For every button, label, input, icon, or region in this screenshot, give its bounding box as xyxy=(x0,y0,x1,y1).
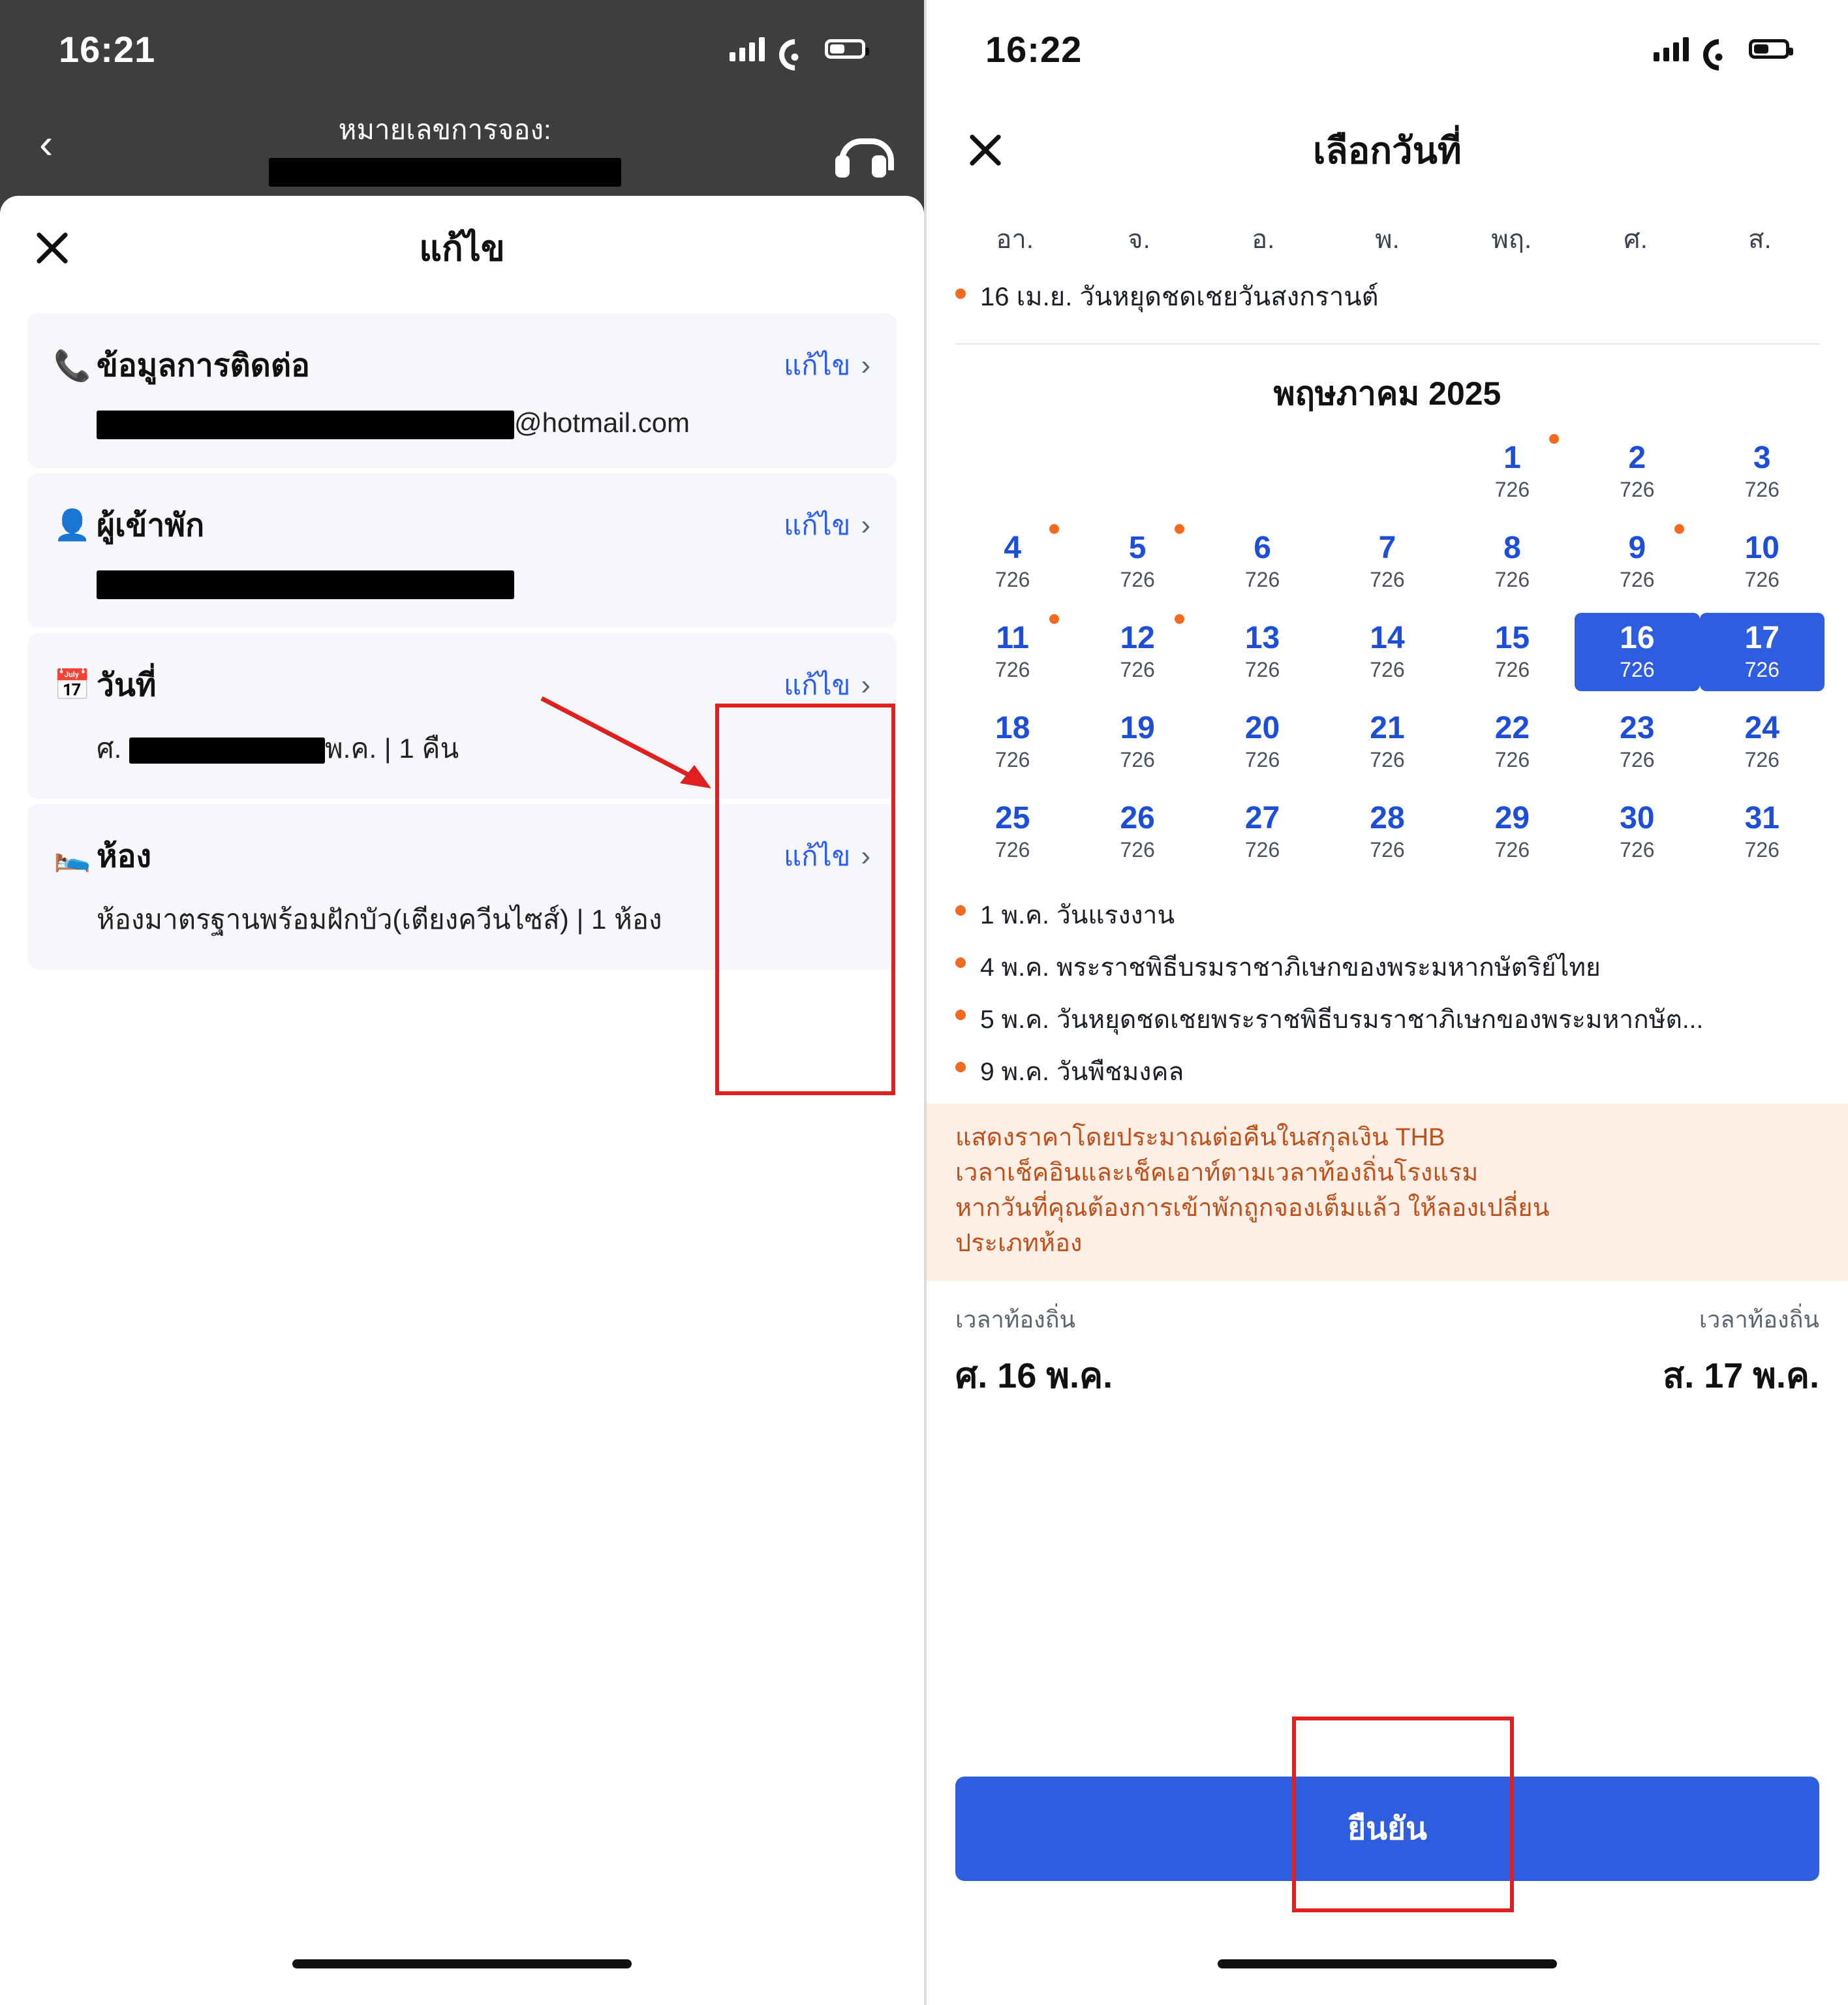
day-number: 17 xyxy=(1744,621,1779,656)
status-time: 16:21 xyxy=(59,28,156,70)
legend-item xyxy=(955,895,1819,935)
wifi-icon xyxy=(779,37,810,61)
day-price: 726 xyxy=(1494,747,1530,771)
legend-item xyxy=(955,1051,1819,1092)
day-price: 726 xyxy=(1744,477,1779,501)
calendar-day-27[interactable] xyxy=(1200,793,1325,871)
redacted-booking-number xyxy=(269,158,621,187)
weekday-mon: จ. xyxy=(1128,225,1150,254)
day-price: 726 xyxy=(1494,837,1530,862)
headset-icon[interactable] xyxy=(837,138,885,179)
checkout-local-time-label: เวลาท้องถิ่น xyxy=(1699,1305,1819,1333)
day-price: 726 xyxy=(1620,837,1655,862)
day-number: 28 xyxy=(1370,801,1405,836)
calendar-day-11[interactable] xyxy=(950,613,1075,691)
status-time: 16:22 xyxy=(985,28,1083,70)
status-icons xyxy=(730,37,865,61)
day-number: 3 xyxy=(1753,441,1771,476)
edit-link-guest[interactable] xyxy=(784,504,870,547)
calendar-week-row xyxy=(950,703,1825,781)
legend-item xyxy=(955,999,1819,1040)
redacted-date-range xyxy=(129,738,325,764)
weekday-header-row xyxy=(927,202,1848,266)
day-price: 726 xyxy=(995,837,1030,862)
edit-link-dates[interactable] xyxy=(784,664,870,707)
edit-label: แก้ไข xyxy=(784,350,851,381)
home-indicator xyxy=(1218,1959,1557,1968)
annotation-red-box-edit-links xyxy=(715,704,895,1095)
day-price: 726 xyxy=(995,657,1030,681)
date-prefix: ศ. xyxy=(97,732,129,764)
day-number: 31 xyxy=(1744,801,1779,836)
legend-item xyxy=(955,947,1819,987)
chevron-right-icon: › xyxy=(861,668,870,701)
day-price: 726 xyxy=(1494,477,1530,501)
selected-dates-row xyxy=(927,1338,1848,1403)
day-number: 1 xyxy=(1503,441,1521,476)
calendar-week-row xyxy=(950,433,1825,511)
redacted-email xyxy=(97,411,514,439)
calendar-day-21[interactable] xyxy=(1325,703,1449,781)
weekday-thu: พฤ. xyxy=(1491,225,1532,254)
calendar-day-14[interactable] xyxy=(1325,613,1449,691)
date-suffix: พ.ค. | 1 คืน xyxy=(325,732,459,764)
checkin-local-time-label: เวลาท้องถิ่น xyxy=(955,1305,1076,1333)
calendar-week-row xyxy=(950,523,1825,601)
calendar-day-4[interactable] xyxy=(950,523,1075,601)
legend-text: 5 พ.ค. วันหยุดชดเชยพระราชพิธีบรมราชาภิเษกของพระมหากษัต... xyxy=(980,1006,1704,1034)
calendar-day-8[interactable] xyxy=(1450,523,1575,601)
day-number: 18 xyxy=(995,711,1030,746)
day-number: 19 xyxy=(1120,711,1155,746)
day-number: 2 xyxy=(1628,441,1646,476)
weekday-tue: อ. xyxy=(1252,225,1275,254)
row-subtitle-contact xyxy=(54,407,870,439)
status-icons xyxy=(1654,37,1789,61)
calendar-icon: 📅 xyxy=(54,668,91,702)
day-number: 7 xyxy=(1378,531,1396,566)
row-contact-info[interactable] xyxy=(27,313,897,468)
sheet-title: แก้ไข xyxy=(419,229,505,268)
day-price: 726 xyxy=(1244,747,1280,771)
calendar-week-row xyxy=(950,613,1825,691)
day-price: 726 xyxy=(1620,567,1655,591)
calendar-day-17-selected-checkout[interactable] xyxy=(1700,613,1825,691)
row-title: ห้อง xyxy=(97,839,151,874)
calendar-day-28[interactable] xyxy=(1325,793,1449,871)
calendar-day-3[interactable] xyxy=(1700,433,1825,511)
holiday-dot-icon xyxy=(955,905,966,916)
day-number: 30 xyxy=(1620,801,1655,836)
holiday-dot-icon xyxy=(955,1062,966,1072)
day-number: 8 xyxy=(1503,531,1521,566)
notice-line-3: หากวันที่คุณต้องการเข้าพักถูกจองเต็มแล้ว ให้ลองเปลี่ยน xyxy=(955,1194,1550,1222)
day-number: 26 xyxy=(1120,801,1155,836)
status-bar-left xyxy=(0,0,924,98)
edit-label: แก้ไข xyxy=(784,509,851,540)
holiday-dot-icon xyxy=(1175,524,1184,534)
legend-text: 9 พ.ค. วันพืชมงคล xyxy=(980,1058,1184,1086)
email-suffix: @hotmail.com xyxy=(514,407,690,438)
holiday-dot-icon xyxy=(1175,614,1184,624)
day-price: 726 xyxy=(1120,747,1155,771)
page-title: เลือกวันที่ xyxy=(1313,129,1462,171)
day-number: 5 xyxy=(1128,531,1147,566)
day-price: 726 xyxy=(1744,567,1779,591)
battery-icon xyxy=(1749,39,1789,59)
day-price: 726 xyxy=(1120,837,1155,862)
day-number: 14 xyxy=(1370,621,1405,656)
chevron-right-icon: › xyxy=(861,508,870,541)
redacted-guest-name xyxy=(97,570,514,599)
calendar-day-15[interactable] xyxy=(1450,613,1575,691)
day-price: 726 xyxy=(1120,657,1155,681)
day-price: 726 xyxy=(1120,567,1155,591)
calendar-day-30[interactable] xyxy=(1575,793,1699,871)
calendar-day-7[interactable] xyxy=(1325,523,1449,601)
calendar-day-12[interactable] xyxy=(1075,613,1199,691)
day-number: 12 xyxy=(1120,621,1155,656)
day-number: 11 xyxy=(996,621,1030,656)
calendar-week-row xyxy=(950,793,1825,871)
weekday-sat: ส. xyxy=(1748,225,1772,254)
row-subtitle-room: ห้องมาตรฐานพร้อมฝักบัว(เตียงควีนไซส์) | 1 ห้อง xyxy=(97,903,662,935)
booking-number-label: หมายเลขการจอง: xyxy=(338,114,551,145)
month-title: พฤษภาคม 2025 xyxy=(1273,375,1502,412)
phone-icon: 📞 xyxy=(54,348,91,382)
notice-line-2: เวลาเช็คอินและเช็คเอาท์ตามเวลาท้องถิ่นโรงแรม xyxy=(955,1158,1479,1187)
holiday-dot-icon xyxy=(955,1010,966,1020)
day-number: 4 xyxy=(1004,531,1022,566)
calendar-day-6[interactable] xyxy=(1200,523,1325,601)
weekday-wed: พ. xyxy=(1375,225,1400,254)
calendar-day-25[interactable] xyxy=(950,793,1075,871)
cellular-signal-icon xyxy=(730,37,765,61)
home-indicator xyxy=(292,1959,632,1968)
day-price: 726 xyxy=(1744,837,1779,862)
checkin-date: ศ. 16 พ.ค. xyxy=(955,1356,1113,1395)
day-price: 726 xyxy=(1370,567,1405,591)
calendar-day-23[interactable] xyxy=(1575,703,1699,781)
date-picker-header xyxy=(927,98,1848,202)
day-number: 20 xyxy=(1244,711,1280,746)
day-price: 726 xyxy=(1370,837,1405,862)
row-guest[interactable] xyxy=(27,473,897,628)
sheet-header xyxy=(0,196,924,300)
price-notice-banner xyxy=(927,1104,1848,1281)
cellular-signal-icon xyxy=(1654,37,1689,61)
row-title: ข้อมูลการติดต่อ xyxy=(97,349,310,383)
booking-detail-background xyxy=(0,0,924,215)
calendar-day-20[interactable] xyxy=(1200,703,1325,781)
right-phone-screen xyxy=(924,0,1848,2005)
calendar-day-1[interactable] xyxy=(1450,433,1575,511)
bed-icon: 🛌 xyxy=(54,839,91,873)
previous-month-holiday xyxy=(927,266,1848,326)
back-chevron-icon[interactable]: ‹ xyxy=(39,120,54,167)
holiday-dot-icon xyxy=(1049,524,1059,534)
day-number: 27 xyxy=(1244,801,1280,836)
holiday-dot-icon xyxy=(1049,614,1059,624)
day-price: 726 xyxy=(1744,657,1779,681)
battery-icon xyxy=(825,39,865,59)
calendar-day-22[interactable] xyxy=(1450,703,1575,781)
day-price: 726 xyxy=(1744,747,1779,771)
day-number: 22 xyxy=(1494,711,1530,746)
edit-bottom-sheet xyxy=(0,196,924,2005)
calendar-day-2[interactable] xyxy=(1575,433,1699,511)
weekday-sun: อา. xyxy=(996,225,1034,254)
chevron-right-icon: › xyxy=(861,349,870,381)
holiday-dot-icon xyxy=(1674,524,1684,534)
day-price: 726 xyxy=(1494,657,1530,681)
row-subtitle-guest xyxy=(54,567,870,599)
calendar-day-5[interactable] xyxy=(1075,523,1199,601)
holiday-text: 16 เม.ย. วันหยุดชดเชยวันสงกรานต์ xyxy=(980,283,1379,311)
checkout-date: ส. 17 พ.ค. xyxy=(1663,1356,1819,1395)
calendar-day-18[interactable] xyxy=(950,703,1075,781)
day-number: 29 xyxy=(1494,801,1530,836)
day-number: 24 xyxy=(1744,711,1779,746)
holiday-dot-icon xyxy=(955,288,966,299)
day-number: 9 xyxy=(1628,531,1646,566)
day-price: 726 xyxy=(1370,747,1405,771)
chevron-right-icon: › xyxy=(861,839,870,872)
annotation-red-box-confirm xyxy=(1292,1717,1514,1912)
legend-text: 4 พ.ค. พระราชพิธีบรมราชาภิเษกของพระมหากษัตริย์ไทย xyxy=(980,954,1601,982)
calendar-day-24[interactable] xyxy=(1700,703,1825,781)
day-price: 726 xyxy=(1244,657,1280,681)
day-price: 726 xyxy=(995,747,1030,771)
calendar-day-29[interactable] xyxy=(1450,793,1575,871)
edit-label: แก้ไข xyxy=(784,669,851,700)
day-number: 16 xyxy=(1620,621,1655,656)
day-price: 726 xyxy=(1494,567,1530,591)
local-time-labels xyxy=(927,1281,1848,1338)
holiday-dot-icon xyxy=(1549,434,1559,444)
day-price: 726 xyxy=(1620,657,1655,681)
calendar-day-10[interactable] xyxy=(1700,523,1825,601)
holiday-dot-icon xyxy=(955,957,966,968)
calendar-day-19[interactable] xyxy=(1075,703,1199,781)
person-icon: 👤 xyxy=(54,508,91,542)
day-number: 13 xyxy=(1244,621,1280,656)
day-number: 21 xyxy=(1370,711,1405,746)
day-number: 15 xyxy=(1494,621,1530,656)
calendar-day-9[interactable] xyxy=(1575,523,1699,601)
day-price: 726 xyxy=(1620,477,1655,501)
status-bar-right xyxy=(927,0,1848,98)
legend-text: 1 พ.ค. วันแรงงาน xyxy=(980,901,1175,929)
row-title: ผู้เข้าพัก xyxy=(97,508,204,543)
day-price: 726 xyxy=(1244,567,1280,591)
wifi-icon xyxy=(1703,37,1734,61)
calendar-day-31[interactable] xyxy=(1700,793,1825,871)
notice-line-1: แสดงราคาโดยประมาณต่อคืนในสกุลเงิน THB xyxy=(955,1124,1445,1151)
day-price: 726 xyxy=(995,567,1030,591)
row-title: วันที่ xyxy=(97,668,157,703)
day-price: 726 xyxy=(1244,837,1280,862)
holiday-legend xyxy=(927,883,1848,1092)
calendar-day-13[interactable] xyxy=(1200,613,1325,691)
calendar-grid xyxy=(927,433,1848,871)
calendar-day-16-selected-checkin[interactable] xyxy=(1575,613,1699,691)
confirm-button[interactable]: ยืนยัน xyxy=(955,1777,1819,1881)
day-number: 10 xyxy=(1744,531,1779,566)
day-number: 6 xyxy=(1254,531,1271,566)
edit-label: แก้ไข xyxy=(784,840,851,871)
day-price: 726 xyxy=(1370,657,1405,681)
notice-line-4: ประเภทห้อง xyxy=(955,1229,1083,1257)
day-number: 25 xyxy=(995,801,1030,836)
calendar-day-26[interactable] xyxy=(1075,793,1199,871)
edit-link-contact[interactable] xyxy=(784,344,870,387)
day-number: 23 xyxy=(1620,711,1655,746)
weekday-fri: ศ. xyxy=(1624,225,1648,254)
day-price: 726 xyxy=(1620,747,1655,771)
